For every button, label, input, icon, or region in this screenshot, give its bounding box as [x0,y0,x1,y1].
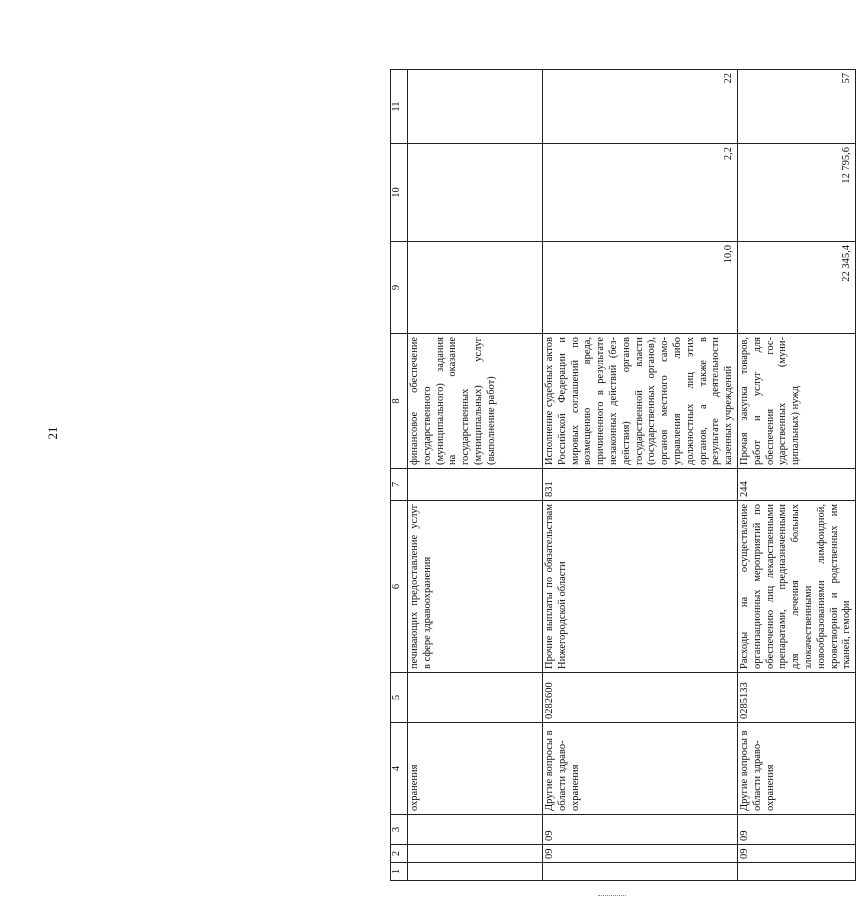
cell-section-name: Другие вопросы в области здравоохранения [737,723,855,815]
cell-expense-description: печивающих предоставление услуг в сфере здравоохранения [408,501,543,673]
col-header-11: 11 [391,70,408,144]
cell-planned-amount: 22 345,4 [737,242,855,334]
cell-target-code [408,673,543,723]
col-header-9: 9 [391,242,408,334]
table-row [543,70,738,881]
col-header-2: 2 [391,845,408,863]
cell-percent: 57 [737,70,855,144]
cell-type-description: финансовое обеспечение государственного (муниципального) задания на оказание государственных (муниципальных) услуг (выполнение работ) [408,334,543,469]
cell-type-code [408,469,543,501]
cell-col1 [543,863,738,881]
cell-type-code: 244 [737,469,855,501]
cell-planned-amount: 10,0 [543,242,738,334]
col-header-7: 7 [391,469,408,501]
cell-type-description: Исполнение судебных актов Российской Федерации и мировых соглашений по возмещению вреда, причиненного в результате незаконных действий (бездействия) органов государственной власти (государственных органов), органов местного самоуправления либо должностных лиц этих органов, а также в результате деятельности казенных учреждений [543,334,738,469]
budget-table [390,69,856,881]
cell-percent: 22 [543,70,738,144]
cell-section-name: Другие вопросы в области здравоохранения [543,723,738,815]
col-header-10: 10 [391,144,408,242]
cell-section-code: 09 [543,845,738,863]
cell-target-code: 0282600 [543,673,738,723]
cell-expense-description: Прочие выплаты по обязательствам Нижегородской области [543,501,738,673]
cell-target-code: 0285133 [737,673,855,723]
header-row [391,70,408,881]
cell-actual-amount [408,144,543,242]
table-row [737,70,855,881]
cell-col2 [408,845,543,863]
col-header-8: 8 [391,334,408,469]
cell-subsection-code: 09 [543,815,738,845]
footer-mark [598,895,626,896]
cell-expense-description: Расходы на осуществление организационных мероприятий по обеспечению лиц лекарственными препаратами, предназначенными для лечения больных злокачественными новообразованиями лимфоидной, кроветворной и родственных им тканей, гемофи [737,501,855,673]
col-header-5: 5 [391,673,408,723]
cell-type-code: 831 [543,469,738,501]
table-row [408,70,543,881]
cell-type-description: Прочая закупка товаров, работ и услуг для обеспечения государственных (муниципальных) нужд [737,334,855,469]
col-header-6: 6 [391,501,408,673]
col-header-1: 1 [391,863,408,881]
cell-actual-amount: 12 795,6 [737,144,855,242]
col-header-3: 3 [391,815,408,845]
cell-col3 [408,815,543,845]
rotated-table-container [390,70,853,881]
cell-col1 [408,863,543,881]
cell-subsection-code: 09 [737,815,855,845]
col-header-4: 4 [391,723,408,815]
cell-planned-amount [408,242,543,334]
page-number: 21 [45,426,60,440]
cell-actual-amount: 2,2 [543,144,738,242]
cell-percent [408,70,543,144]
cell-col1 [737,863,855,881]
cell-section-name: охранения [408,723,543,815]
cell-section-code: 09 [737,845,855,863]
